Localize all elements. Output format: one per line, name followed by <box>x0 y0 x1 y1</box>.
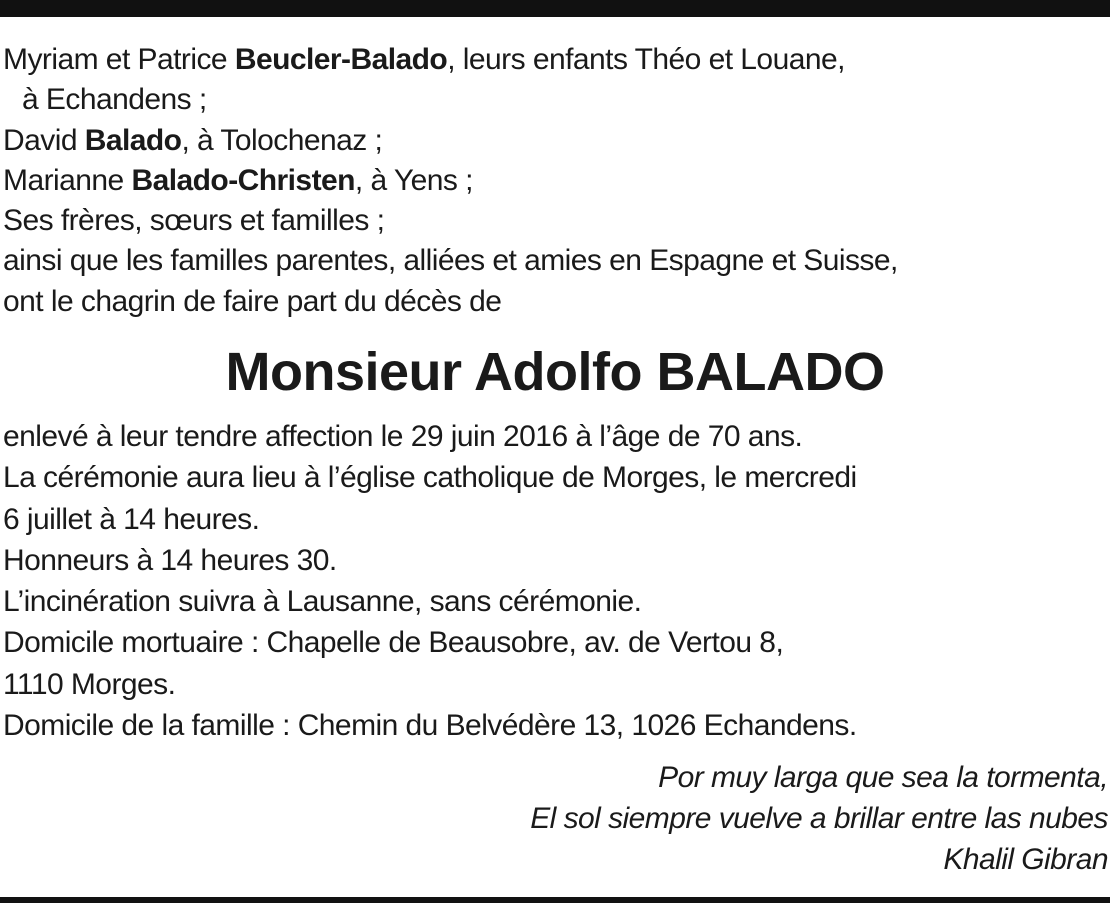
top-border-rule <box>0 0 1110 17</box>
details-line-7: 1110 Morges. <box>3 667 176 701</box>
quote-line-2: El sol siempre vuelve a brillar entre las nubes <box>530 802 1108 835</box>
details-line-4: Honneurs à 14 heures 30. <box>3 543 337 577</box>
family-line-4 <box>3 161 1103 201</box>
details-line-6: Domicile mortuaire : Chapelle de Beausobre, av. de Vertou 8, <box>3 626 784 660</box>
details-line-3: 6 juillet à 14 heures. <box>3 502 260 536</box>
family-name-balado-christen: Balado-Christen <box>131 163 355 197</box>
closing-quote <box>530 757 1108 880</box>
family-name-beucler-balado: Beucler-Balado <box>234 43 448 76</box>
family-line-1 <box>3 40 1103 80</box>
family-name-balado: Balado <box>84 123 182 157</box>
family-line-1-text: Myriam et Patrice <box>3 43 235 76</box>
family-line-3-rest: , à Tolochenaz ; <box>181 123 383 157</box>
details-line-8: Domicile de la famille : Chemin du Belvédère 13, 1026 Echandens. <box>3 709 857 743</box>
family-line-2: à Echandens ; <box>22 83 207 117</box>
family-line-7: ont le chagrin de faire part du décès de <box>3 284 502 318</box>
family-line-1-rest: , leurs enfants Théo et Louane, <box>447 43 845 76</box>
details-line-2: La cérémonie aura lieu à l’église catholique de Morges, le mercredi <box>3 461 857 495</box>
family-line-4-rest: , à Yens ; <box>354 163 473 197</box>
family-line-4-text: Marianne <box>3 163 132 197</box>
family-line-5: Ses frères, sœurs et familles ; <box>3 204 385 238</box>
quote-author: Khalil Gibran <box>943 843 1108 876</box>
family-line-3-text: David <box>3 123 85 157</box>
family-line-3 <box>3 121 1103 161</box>
details-line-1: enlevé à leur tendre affection le 29 juin 2016 à l’âge de 70 ans. <box>3 420 803 453</box>
family-announcement <box>3 40 1103 322</box>
deceased-name-heading: Monsieur Adolfo BALADO <box>225 342 885 402</box>
family-line-6: ainsi que les familles parentes, alliées et amies en Espagne et Suisse, <box>3 244 898 278</box>
ceremony-details <box>3 416 1103 746</box>
quote-line-1: Por muy larga que sea la tormenta, <box>658 761 1108 794</box>
bottom-border-rule <box>0 897 1110 903</box>
details-line-5: L’incinération suivra à Lausanne, sans cérémonie. <box>3 585 642 619</box>
